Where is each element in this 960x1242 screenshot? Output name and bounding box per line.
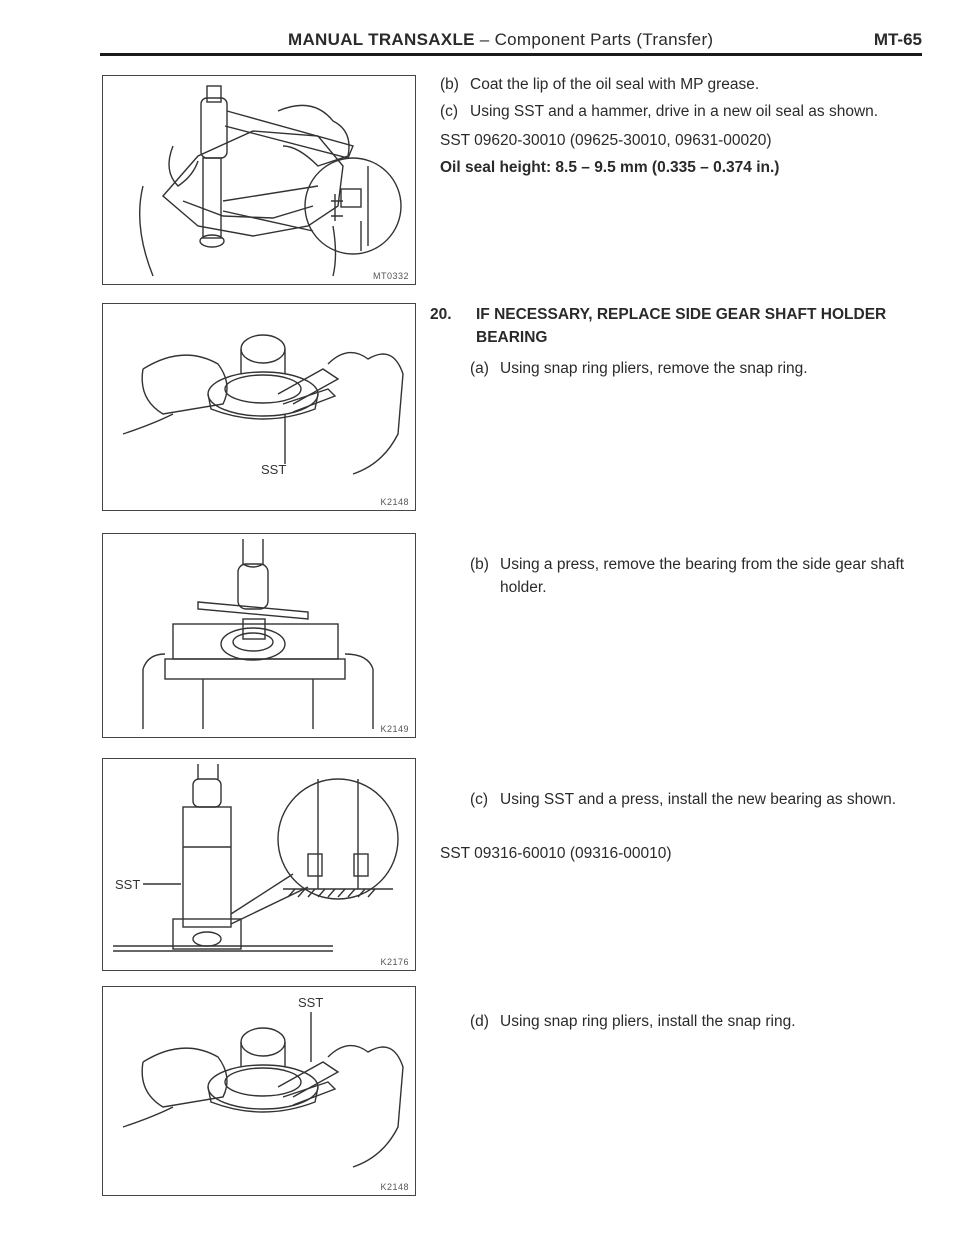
bearing-press-install-illustration bbox=[103, 759, 414, 969]
figure-code: MT0332 bbox=[372, 271, 409, 281]
substep-d2 bbox=[470, 1010, 920, 1033]
figure-sst-label: SST bbox=[261, 462, 287, 477]
substep-label: (a) bbox=[470, 360, 489, 377]
substep-c1 bbox=[440, 100, 920, 123]
header-rule bbox=[100, 53, 922, 56]
substep-text: Using snap ring pliers, remove the snap ring. bbox=[500, 360, 808, 377]
figure-bearing-press-remove bbox=[102, 533, 416, 738]
figure-bearing-press-install bbox=[102, 758, 416, 971]
sst-number-2 bbox=[440, 842, 920, 865]
page-title bbox=[288, 30, 713, 50]
figure-code: K2176 bbox=[380, 957, 409, 967]
page-header bbox=[100, 30, 922, 54]
substep-text: Coat the lip of the oil seal with MP grease. bbox=[470, 76, 760, 93]
substep-text: Using SST and a hammer, drive in a new oil seal as shown. bbox=[470, 103, 879, 120]
oil-seal-height-spec: Oil seal height: 8.5 – 9.5 mm (0.335 – 0.374 in.) bbox=[440, 159, 780, 176]
figure-snap-ring-remove bbox=[102, 303, 416, 511]
substep-text: Using snap ring pliers, install the snap ring. bbox=[500, 1013, 796, 1030]
oil-seal-illustration bbox=[103, 76, 414, 283]
substep-label: (b) bbox=[470, 556, 489, 573]
substep-c2 bbox=[470, 788, 920, 811]
sst-number-1: SST 09620-30010 (09625-30010, 09631-00020) bbox=[440, 132, 772, 149]
step-number: 20. bbox=[430, 306, 452, 323]
substep-label: (c) bbox=[440, 103, 459, 120]
snap-ring-remove-illustration bbox=[103, 304, 414, 509]
bearing-press-remove-illustration bbox=[103, 534, 414, 736]
substep-b1 bbox=[440, 73, 920, 96]
figure-code: K2149 bbox=[380, 724, 409, 734]
snap-ring-install-illustration bbox=[103, 987, 414, 1194]
sst-number-text: SST 09316-60010 (09316-00010) bbox=[440, 845, 672, 862]
title-bold: MANUAL TRANSAXLE bbox=[288, 30, 475, 49]
figure-code: K2148 bbox=[380, 1182, 409, 1192]
substep-label: (b) bbox=[440, 76, 459, 93]
substep-a2 bbox=[470, 357, 920, 380]
figure-sst-label: SST bbox=[115, 877, 141, 892]
substep-text: Using SST and a press, install the new bearing as shown. bbox=[500, 791, 897, 808]
substep-b2 bbox=[470, 553, 920, 599]
figure-oil-seal-install bbox=[102, 75, 416, 285]
substep-text: Using a press, remove the bearing from the side gear shaft holder. bbox=[500, 556, 905, 596]
step-20-heading bbox=[430, 303, 920, 349]
figure-code: K2148 bbox=[380, 497, 409, 507]
title-rest: – Component Parts (Transfer) bbox=[474, 30, 714, 49]
section-oil-seal bbox=[440, 73, 920, 179]
substep-label: (d) bbox=[470, 1013, 489, 1030]
substep-label: (c) bbox=[470, 791, 489, 808]
step-title: IF NECESSARY, REPLACE SIDE GEAR SHAFT HOLDER BEARING bbox=[476, 306, 887, 346]
page-number: MT-65 bbox=[873, 30, 922, 49]
figure-snap-ring-install bbox=[102, 986, 416, 1196]
figure-sst-label: SST bbox=[298, 995, 324, 1010]
